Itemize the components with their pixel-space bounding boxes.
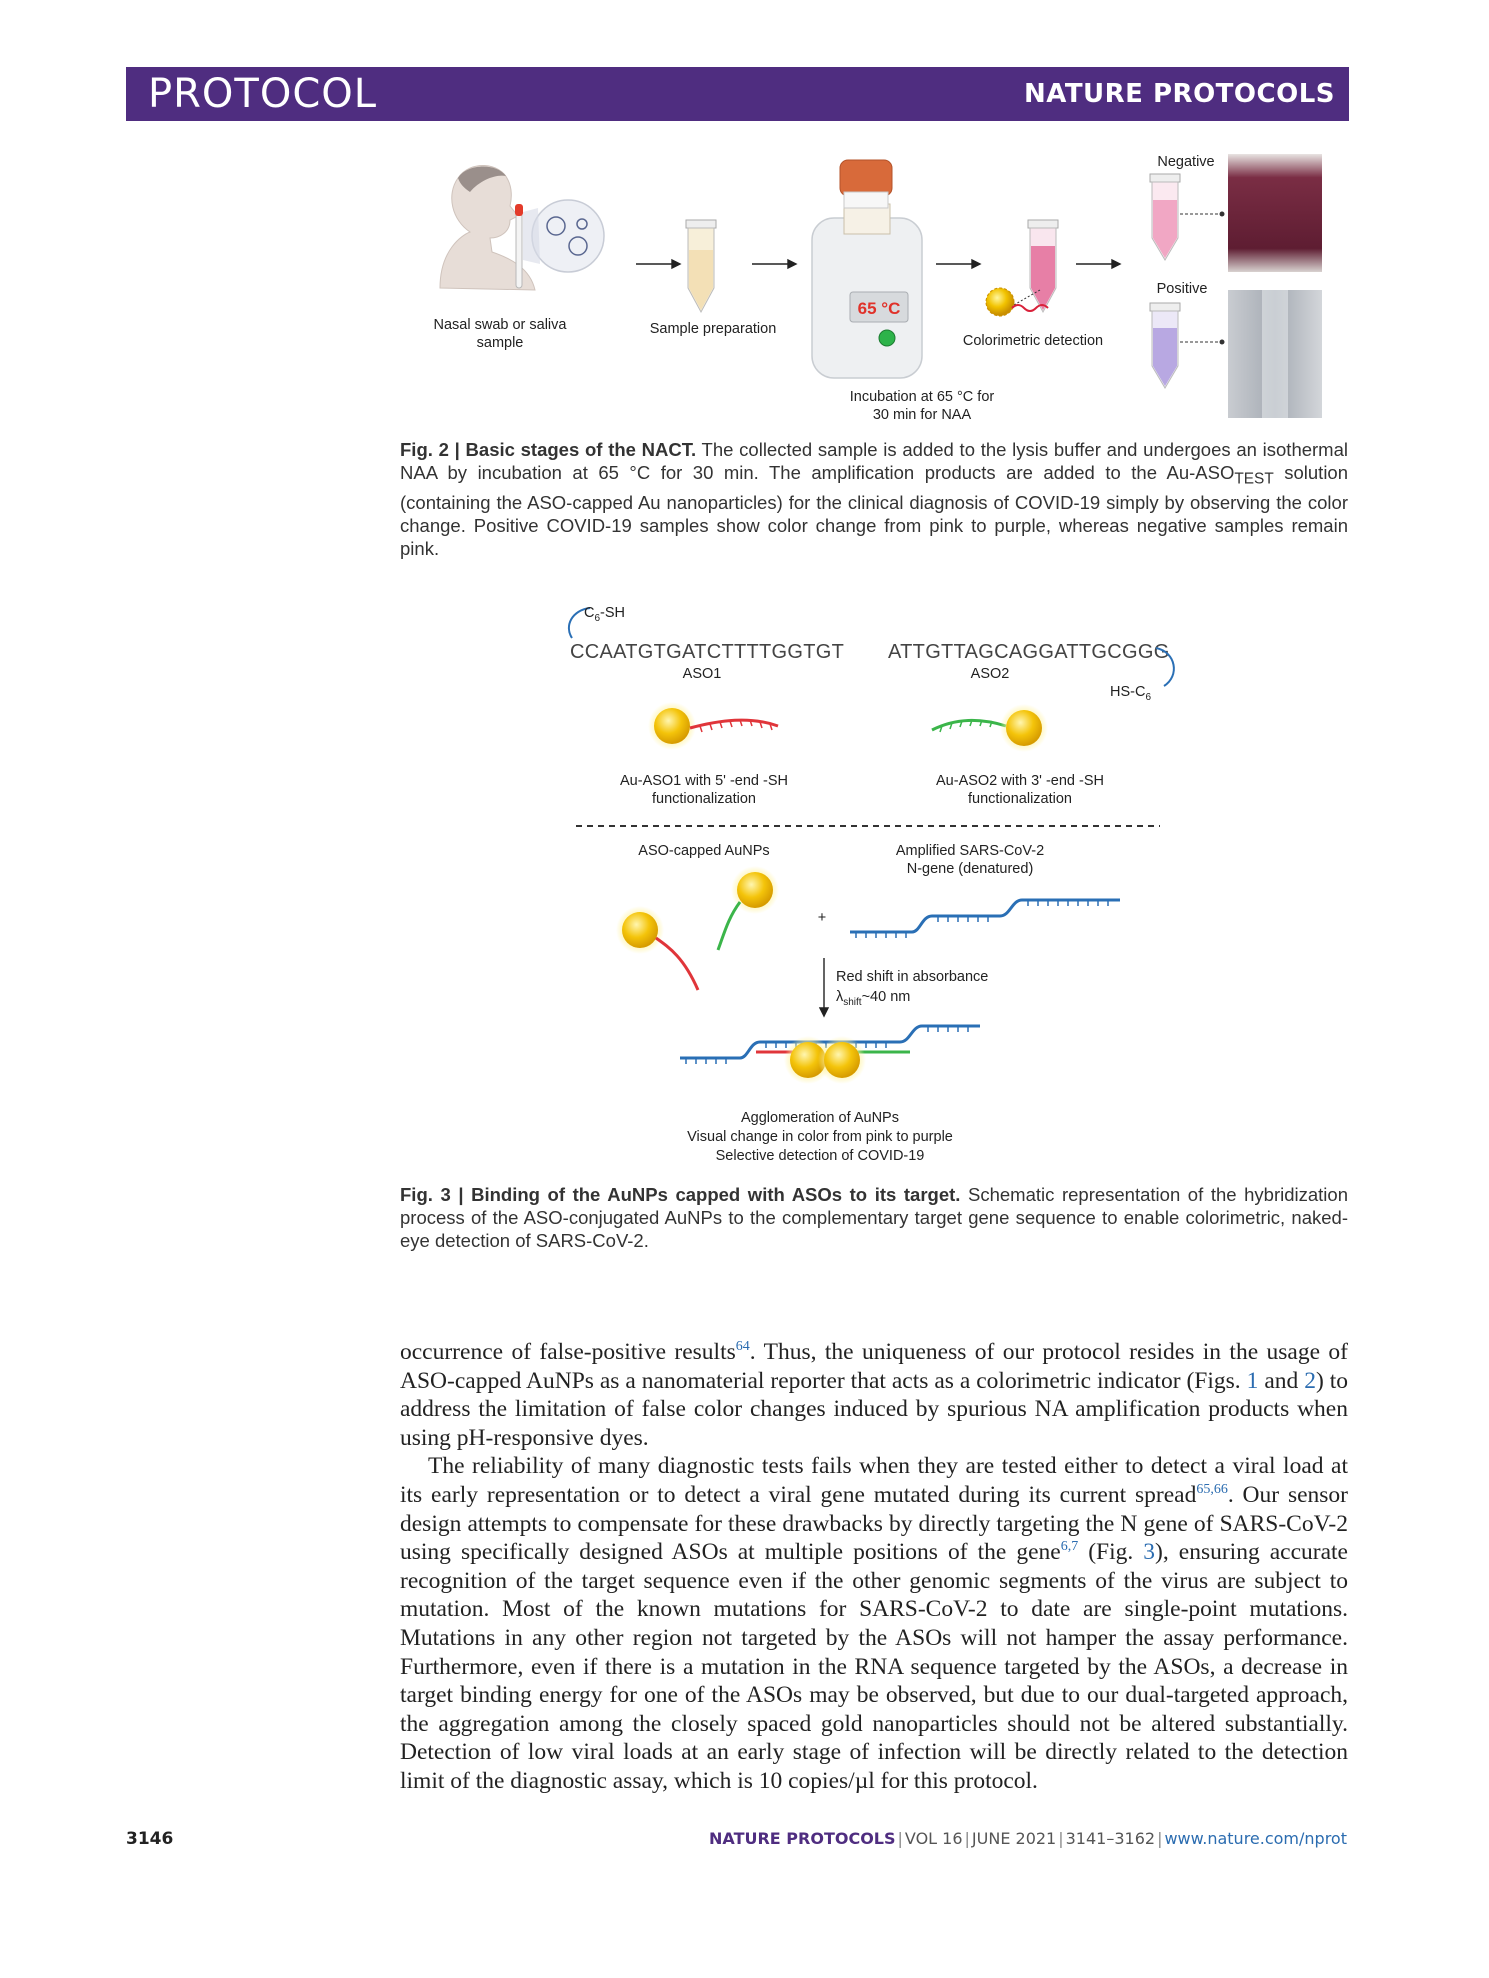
figure-3 — [560, 598, 1180, 1170]
p1-text-a: occurrence of false-positive results — [400, 1339, 736, 1365]
paragraph-2 — [400, 1452, 1348, 1795]
fig3-caption-text: Schematic representation of the hybridization process of the ASO-conjugated AuNPs to the complementary target gene sequence to enable colorimetric, naked-eye detection of SARS-CoV-2. — [400, 1184, 1348, 1251]
swab-label-1: Nasal swab or saliva — [433, 317, 567, 333]
reaction-arrow — [820, 958, 828, 1016]
p2-text-b: . Our sensor design attempts to compensate for these drawbacks by directly targeting the N gene of SARS-CoV-2 using specifically designed ASOs at multiple positions of the gene — [400, 1481, 1349, 1566]
aso-capped-label: ASO-capped AuNPs — [638, 843, 770, 859]
footer-sep-1: | — [897, 1829, 903, 1848]
au-aso2-label-1: Au-ASO2 with 3' -end -SH — [936, 773, 1104, 789]
footer-pages: 3141–3162 — [1065, 1829, 1156, 1848]
p1-text-c: ) to address the limitation of false color changes induced by spurious NA amplification products when using pH-responsive dyes. — [400, 1367, 1349, 1451]
fig2-caption-label: Fig. 2 | Basic stages of the NACT. — [400, 439, 697, 460]
positive-tube — [1150, 303, 1225, 388]
hs-c6-right: $HS-C_6$ — [1110, 684, 1152, 703]
detection-label: Colorimetric detection — [962, 333, 1104, 349]
negative-photo — [1228, 154, 1322, 272]
paragraph-1 — [400, 1338, 1348, 1452]
swab-label-2: sample — [476, 335, 524, 351]
footer-url[interactable]: www.nature.com/nprot — [1164, 1829, 1347, 1848]
au-aso1-label-1: Au-ASO1 with 5' -end -SH — [620, 773, 788, 789]
fig3-caption-label: Fig. 3 | Binding of the AuNPs capped with ASOs to its target. — [400, 1184, 961, 1205]
incubation-label-2: 30 min for NAA — [872, 407, 972, 423]
amplified-label-1: Amplified SARS-CoV-2 — [895, 843, 1045, 859]
lambda-shift-label: $\lambda_{shift}\sim 40$ nm — [836, 989, 911, 1008]
body-text — [400, 1338, 1348, 1796]
fig-3-link[interactable]: 3 — [1143, 1539, 1156, 1566]
person-swab-illustration — [440, 165, 604, 290]
page-header — [126, 67, 1349, 121]
arrow-4 — [1076, 260, 1120, 268]
sample-prep-tube — [686, 220, 716, 312]
colorimetric-tube — [986, 220, 1058, 316]
footer-sep-3: | — [1058, 1829, 1064, 1848]
arrow-3 — [936, 260, 980, 268]
fig-2-link[interactable]: 2 — [1304, 1367, 1316, 1394]
au-aso2-particle — [932, 704, 1048, 752]
bottom-label-2: Visual change in color from pink to purple — [687, 1129, 953, 1145]
p2-text-d: ), ensuring accurate recognition of the target sequence even if the other genomic segments of the virus are subject to mutation. Most of the known mutations for SARS-CoV-2 to date are single-point mutations. Mutations in any other region not targeted by the ASOs will not hamper the assay performance. Furthermore, even if there is a mutation in the RNA sequence targeted by the ASOs, a decrease in target binding energy for one of the ASOs may be observed, but due to our dual-targeted approach, the aggregation among the closely spaced gold nanoparticles should not be altered substantially. Detection of low viral loads at an early stage of infection will be directly related to the detection limit of the diagnostic assay, which is 10 copies/µl for this protocol. — [400, 1539, 1348, 1794]
incubator-display: 65 °C — [857, 299, 901, 318]
au-aso2-label-2: functionalization — [968, 791, 1072, 807]
ref-64[interactable]: 64 — [735, 1339, 750, 1355]
fig2-caption — [400, 438, 1348, 560]
fig2-caption-text-1: The collected sample is added to the lysis buffer and undergoes an isothermal NAA by incubation at 65 °C for 30 min. The amplification products are added to the Au-ASO — [400, 439, 1348, 483]
fig3-caption — [400, 1183, 1348, 1252]
n-gene-strand — [850, 900, 1120, 938]
ref-65-66[interactable]: 65,66 — [1196, 1482, 1228, 1498]
negative-label: Negative — [1157, 154, 1215, 170]
p2-text-c: (Fig. — [1078, 1539, 1144, 1566]
arrow-1 — [636, 260, 680, 268]
ref-6-7[interactable]: 6,7 — [1060, 1539, 1079, 1555]
bottom-label-3: Selective detection of COVID-19 — [715, 1148, 925, 1164]
p1-and: and — [1258, 1367, 1305, 1394]
footer-sep-4: | — [1157, 1829, 1163, 1848]
footer-date: JUNE 2021 — [971, 1829, 1057, 1848]
plus-sign: + — [817, 910, 827, 926]
amplified-label-2: N-gene (denatured) — [906, 861, 1034, 877]
aso1-label: ASO1 — [682, 666, 722, 682]
footer-vol: VOL 16 — [904, 1829, 963, 1848]
p2-text-a: The reliability of many diagnostic tests fails when they are tested either to detect a viral load at its early representation or to detect a viral gene mutated during its current spread — [400, 1453, 1348, 1508]
p1-text-b: . Thus, the uniqueness of our protocol resides in the usage of ASO-capped AuNPs as a nanomaterial reporter that acts as a colorimetric indicator (Figs. — [400, 1339, 1348, 1394]
fig2-caption-sub: TEST — [1234, 470, 1274, 488]
red-shift-label: Red shift in absorbance — [836, 969, 989, 985]
sequence-aso2: ATTGTTAGCAGGATTGCGGG — [888, 641, 1170, 663]
positive-label: Positive — [1156, 281, 1208, 297]
incubator-device — [812, 160, 922, 378]
bottom-label-1: Agglomeration of AuNPs — [741, 1110, 899, 1126]
agglomerated-complex — [680, 1026, 980, 1084]
journal-title: NATURE PROTOCOLS — [1023, 79, 1335, 109]
sequence-aso1: CCAATGTGATCTTTTGGTGT — [570, 641, 845, 663]
figure-2 — [400, 140, 1350, 430]
prep-label: Sample preparation — [649, 321, 777, 337]
aso2-label: ASO2 — [970, 666, 1010, 682]
au-aso1-particle — [648, 702, 778, 750]
au-aso1-label-2: functionalization — [652, 791, 756, 807]
footer-sep-2: | — [964, 1829, 970, 1848]
footer-citation — [709, 1829, 1347, 1848]
section-title: PROTOCOL — [148, 71, 378, 117]
arrow-2 — [752, 260, 796, 268]
footer-journal: NATURE PROTOCOLS — [709, 1829, 896, 1848]
fig2-caption-text-2: solution (containing the ASO-capped Au nanoparticles) for the clinical diagnosis of COVID-19 simply by observing the color change. Positive COVID-19 samples show color change from pink to purple, whereas negative samples remain pink. — [400, 462, 1349, 559]
incubation-label-1: Incubation at 65 °C for — [849, 389, 995, 405]
c6-sh-left: $C_6-SH$ — [584, 605, 626, 624]
aso-capped-pair — [616, 866, 779, 990]
fig-1-link[interactable]: 1 — [1246, 1367, 1259, 1394]
page-number: 3146 — [126, 1829, 174, 1849]
negative-tube — [1150, 174, 1225, 260]
